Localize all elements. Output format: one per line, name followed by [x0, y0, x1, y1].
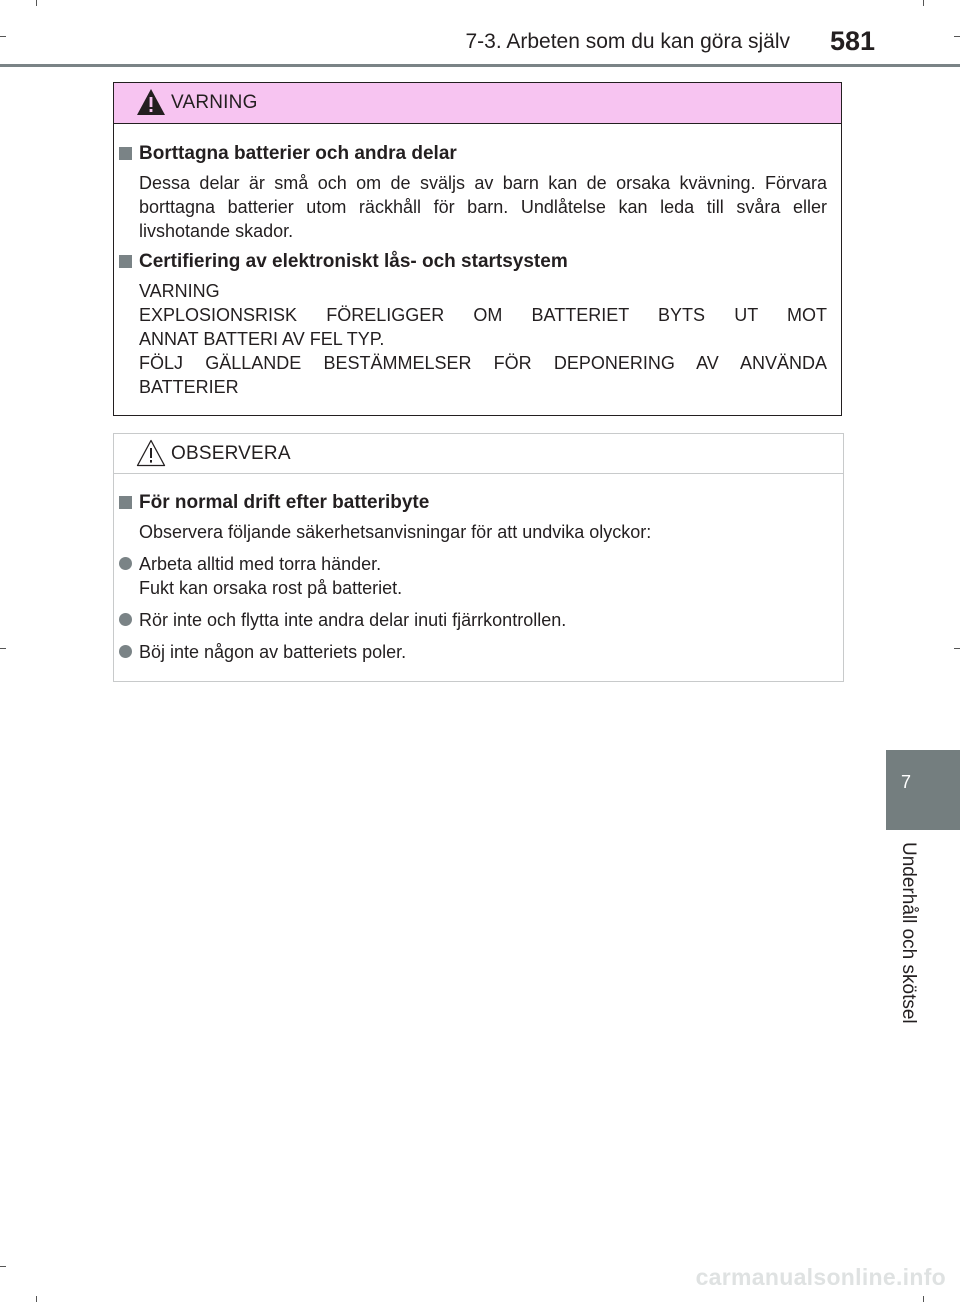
caution-box-header: [114, 434, 843, 474]
caution-box: [113, 433, 844, 682]
crop-mark: [0, 648, 6, 649]
crop-mark: [923, 0, 924, 6]
warning-box: [113, 82, 842, 416]
caution-label: OBSERVERA: [171, 443, 291, 464]
warning-section-certification: [114, 250, 841, 399]
section-header-title: 7-3. Arbeten som du kan göra själv: [465, 30, 790, 53]
list-item-text: Arbeta alltid med torra händer.: [139, 554, 382, 574]
chapter-number: 7: [900, 772, 911, 792]
crop-mark: [954, 648, 960, 649]
warning-filled-icon: [136, 88, 166, 116]
warning-label: VARNING: [171, 92, 258, 113]
paragraph-line: Dessa delar är små och om de sväljs av barn kan de orsaka kvävning. Förvara: [139, 173, 827, 193]
crop-mark: [923, 1296, 924, 1302]
chapter-label: Underhåll och skötsel: [898, 842, 919, 1024]
paragraph-line: EXPLOSIONSRISK FÖRELIGGER OM BATTERIET BYTS UT MOT: [139, 305, 827, 325]
warning-section-batteries: [114, 142, 841, 243]
square-bullet-icon: [119, 147, 132, 160]
crop-mark: [0, 1266, 6, 1267]
caution-intro: Observera följande säkerhetsanvisningar för att undvika olyckor:: [139, 522, 652, 542]
section-title: [139, 250, 827, 274]
paragraph-line: ANNAT BATTERI AV FEL TYP.: [139, 329, 385, 349]
section-paragraph: [139, 279, 827, 399]
paragraph-line: BATTERIER: [139, 377, 239, 397]
list-item-subtext: Fukt kan orsaka rost på batteriet.: [139, 578, 403, 598]
warning-box-header: [114, 83, 841, 124]
list-item: [139, 640, 829, 664]
section-title: [139, 491, 829, 515]
circle-bullet-icon: [119, 645, 132, 658]
section-title-text: Certifiering av elektroniskt lås- och startsystem: [139, 251, 568, 272]
list-item: [139, 608, 829, 632]
paragraph-line: livshotande skador.: [139, 221, 294, 241]
square-bullet-icon: [119, 255, 132, 268]
header-rule: [0, 64, 960, 67]
paragraph-line: borttagna batterier utom räckhåll för barn. Undlåtelse kan leda till svåra eller: [139, 197, 827, 217]
square-bullet-icon: [119, 496, 132, 509]
page-number: 581: [830, 26, 876, 56]
paragraph-line: VARNING: [139, 281, 220, 301]
crop-mark: [36, 0, 37, 6]
watermark: carmanualsonline.info: [695, 1264, 946, 1290]
list-item-text: Böj inte någon av batteriets poler.: [139, 642, 407, 662]
list-item-text: Rör inte och flytta inte andra delar inuti fjärrkontrollen.: [139, 610, 567, 630]
crop-mark: [36, 1296, 37, 1302]
circle-bullet-icon: [119, 557, 132, 570]
section-title: [139, 142, 827, 166]
section-title-text: För normal drift efter batteribyte: [139, 492, 430, 513]
section-title-text: Borttagna batterier och andra delar: [139, 143, 457, 164]
paragraph-line: FÖLJ GÄLLANDE BESTÄMMELSER FÖR DEPONERING AV ANVÄNDA: [139, 353, 827, 373]
warning-outline-icon: [136, 439, 166, 467]
list-item: [139, 552, 829, 600]
chapter-tab: [886, 750, 960, 830]
crop-mark: [954, 36, 960, 37]
circle-bullet-icon: [119, 613, 132, 626]
caution-section: [114, 491, 843, 664]
section-paragraph: [139, 171, 827, 243]
